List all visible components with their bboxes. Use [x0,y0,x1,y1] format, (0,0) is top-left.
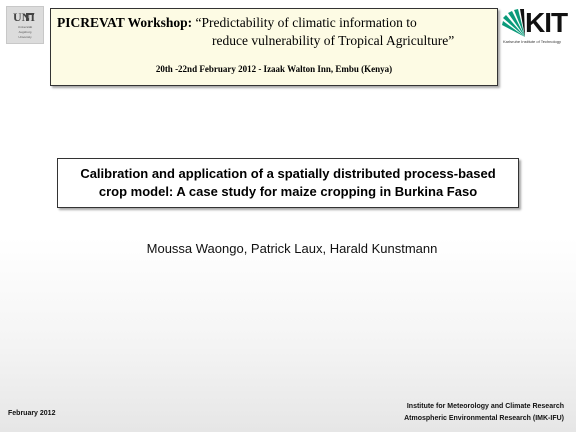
university-logo-mark: UNI [13,10,36,24]
workshop-title-part-1: “Predictability of climatic information to [195,15,417,30]
presentation-title-line-2: crop model: A case study for maize cropping in Burkina Faso [98,184,478,199]
university-logo-caption-1: Universität [17,25,33,29]
workshop-date-venue: 20th -22nd February 2012 - Izaak Walton Inn, Embu (Kenya) [155,64,393,74]
university-logo-caption-2: Augsburg [18,30,32,34]
kit-logo-mark: KIT [525,7,568,38]
kit-fan-icon [501,8,527,38]
kit-logo-caption: Karlsruhe Institute of Technology [503,39,561,44]
footer-institute-line-2: Atmospheric Environmental Research (IMK-IFU) [404,415,564,422]
university-logo-caption-3: University [18,35,32,39]
footer-institute [404,401,564,425]
workshop-title-line-2: reduce vulnerability of Tropical Agriculture” [212,33,455,48]
workshop-title-line-1 [57,15,417,31]
presentation-title-line-1: Calibration and application of a spatially distributed process-based [80,166,496,181]
footer-date: February 2012 [8,410,56,417]
kit-logo [501,8,573,46]
university-logo [6,6,44,44]
presentation-title [57,158,519,208]
workshop-header [50,8,498,86]
footer-institute-line-1: Institute for Meteorology and Climate Research [406,403,564,410]
authors: Moussa Waongo, Patrick Laux, Harald Kunstmann [146,241,438,256]
workshop-name: PICREVAT Workshop: [57,15,193,30]
